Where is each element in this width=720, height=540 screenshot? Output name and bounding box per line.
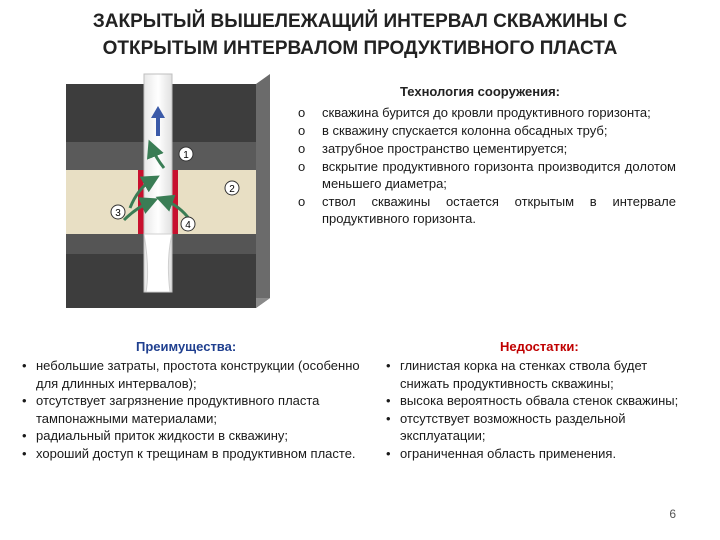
disadvantages-heading: Недостатки:: [500, 339, 579, 354]
svg-text:1: 1: [183, 150, 189, 161]
disadvantage-item: • отсутствует возможность раздельной эксплуатации;: [386, 410, 626, 443]
title-line-2: ОТКРЫТЫМ ИНТЕРВАЛОМ ПРОДУКТИВНОГО ПЛАСТА: [102, 38, 618, 59]
disadvantages-list: [386, 357, 686, 462]
bullet-icon: •: [22, 445, 27, 461]
svg-text:2: 2: [229, 184, 235, 195]
advantages-list: [22, 357, 362, 462]
advantage-item: • радиальный приток жидкости в скважину;: [22, 428, 289, 443]
svg-text:3: 3: [115, 208, 121, 219]
bullet-icon: •: [22, 393, 27, 408]
technology-item: o вскрытие продуктивного горизонта производится долотом меньшего диаметра;: [298, 159, 676, 191]
advantage-item: • небольшие затраты, простота конструкции (особенно для длинных интервалов);: [22, 358, 360, 391]
technology-item: o затрубное пространство цементируется;: [298, 141, 568, 156]
bullet-icon: •: [386, 358, 391, 373]
block-side-face: [256, 74, 270, 308]
advantage-item: • отсутствует загрязнение продуктивного пласта тампонажными материалами;: [22, 393, 320, 426]
technology-list: [296, 104, 676, 228]
bullet-icon: •: [22, 428, 27, 443]
title-line-1: ЗАКРЫТЫЙ ВЫШЕЛЕЖАЩИЙ ИНТЕРВАЛ СКВАЖИНЫ С: [92, 11, 628, 32]
bullet-icon: •: [386, 410, 391, 426]
bullet-icon: •: [386, 445, 391, 461]
advantages-heading: Преимущества:: [136, 339, 237, 354]
bullet-circle-icon: o: [298, 141, 306, 156]
technology-heading: Технология сооружения:: [400, 84, 560, 99]
diagram-label-1: [179, 147, 193, 161]
diagram-label-4: [181, 217, 195, 231]
technology-item: o ствол скважины остается открытым в интервале продуктивного горизонта.: [298, 194, 676, 226]
technology-item: o скважина бурится до кровли продуктивного горизонта;: [298, 105, 651, 120]
bullet-circle-icon: o: [298, 194, 306, 209]
bullet-icon: •: [22, 358, 27, 373]
disadvantage-item: • высока вероятность обвала стенок скважины;: [386, 393, 679, 408]
bullet-icon: •: [386, 393, 391, 408]
slide-title: [40, 8, 680, 62]
svg-text:4: 4: [185, 220, 191, 231]
well-diagram: [60, 70, 276, 318]
technology-item: o в скважину спускается колонна обсадных труб;: [298, 123, 608, 138]
disadvantage-item: • глинистая корка на стенках ствола будет снижать продуктивность скважины;: [386, 358, 648, 391]
bullet-circle-icon: o: [298, 123, 306, 138]
bullet-circle-icon: o: [298, 105, 306, 120]
diagram-label-3: [111, 205, 125, 219]
diagram-label-2: [225, 181, 239, 195]
disadvantage-item: • ограниченная область применения.: [386, 445, 617, 461]
advantage-item: • хороший доступ к трещинам в продуктивном пласте.: [22, 445, 356, 461]
page-number: 6: [669, 507, 676, 521]
open-hole: [144, 234, 172, 292]
bullet-circle-icon: o: [298, 159, 306, 174]
